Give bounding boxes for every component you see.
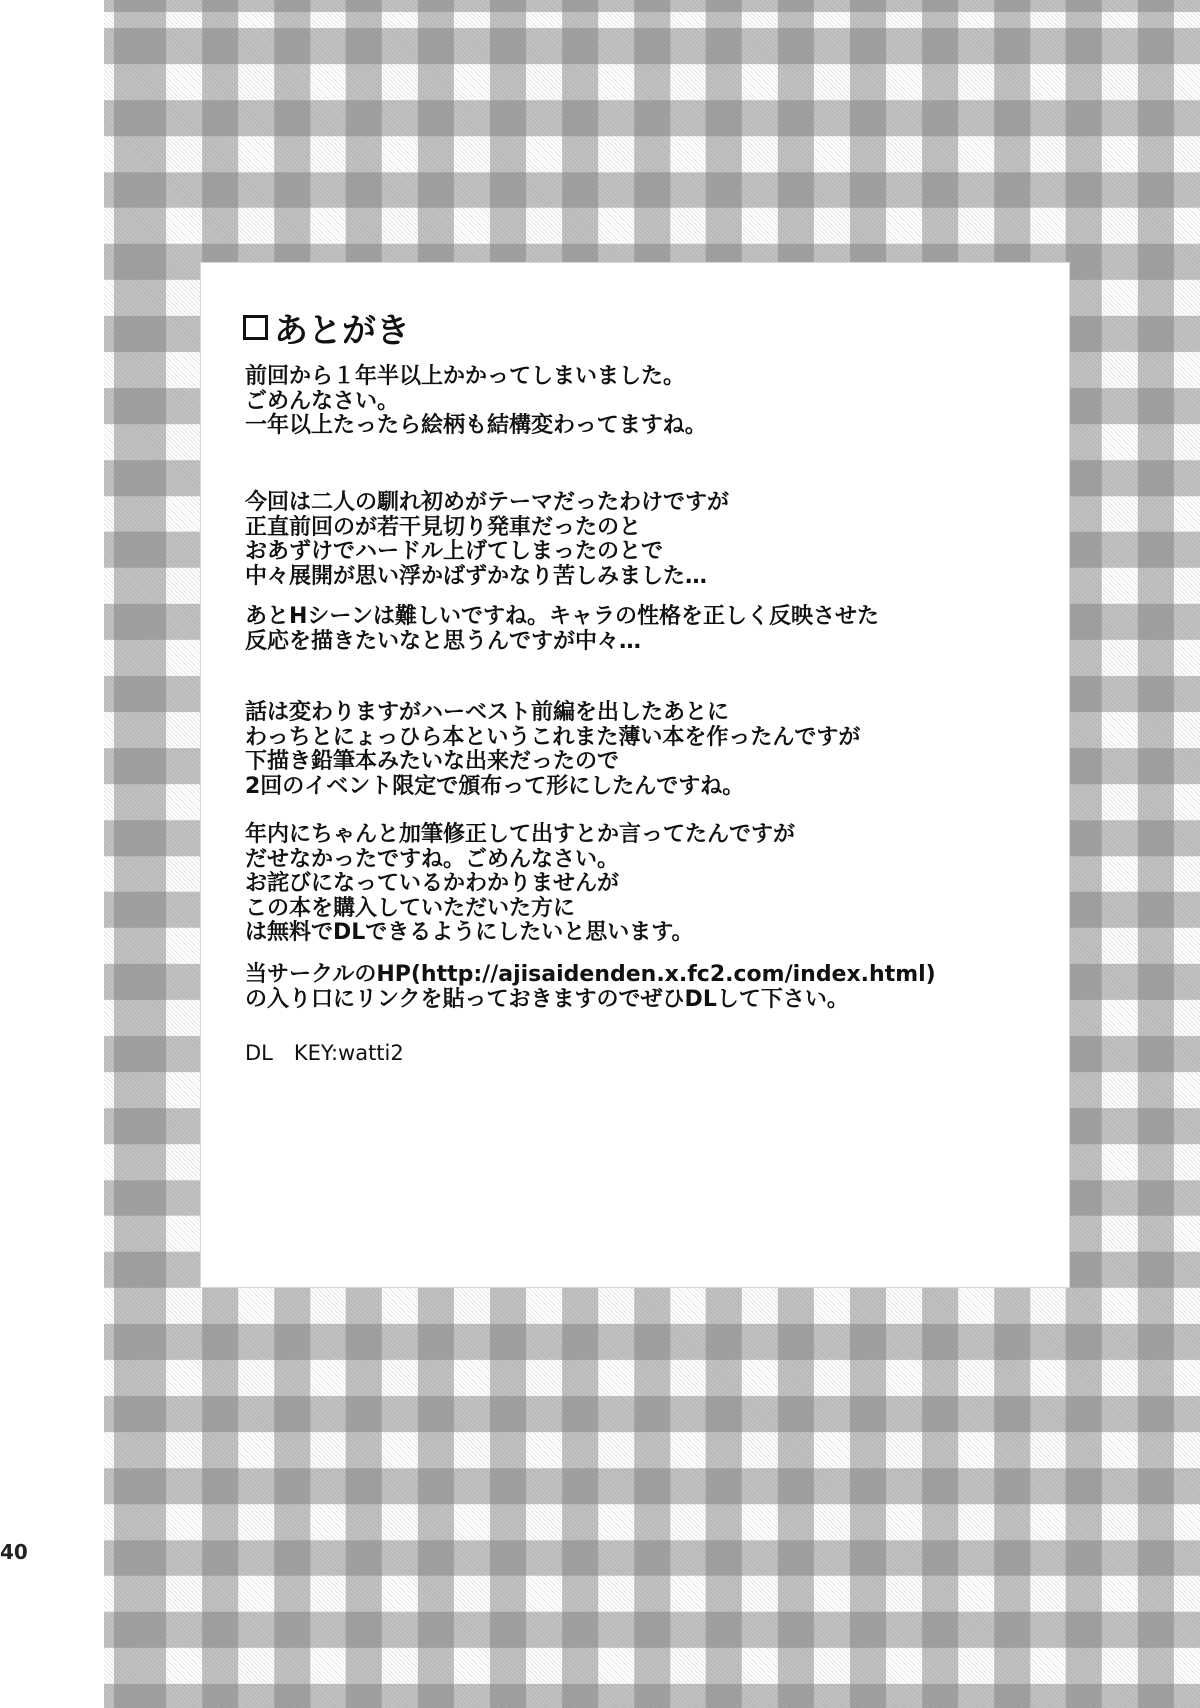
paragraph-apology: 前回から１年半以上かかってしまいました。 ごめんなさい。 一年以上たったら絵柄も結構変わってますね。 [245,364,707,438]
paragraph-h-scenes: あとHシーンは難しいですね。キャラの性格を正しく反映させた 反応を描きたいなと思うんですが中々… [245,604,879,654]
paragraph-theme: 今回は二人の馴れ初めがテーマだったわけですが 正直前回のが若干見切り発車だったのと おあずけでハードル上げてしまったのとで 中々展開が思い浮かばずかなり苦しみました… [245,490,730,589]
afterword-heading [243,303,410,352]
page-number: 40 [0,1540,28,1564]
heading-text: あとがき [274,311,410,351]
paragraph-other-book: 話は変わりますがハーベスト前編を出したあとに わっちとにょっひら本というこれまた薄い本を作ったんですが 下描き鉛筆本みたいな出来だったので 2回のイベント限定で頒布って形にしたんですね。 [245,700,861,799]
square-bullet-icon [243,315,268,340]
paragraph-homepage: 当サークルのHP(http://ajisaidenden.x.fc2.com/index.html) の入り口にリンクを貼っておきますのでぜひDLして下さい。 [245,962,936,1012]
paragraph-download-offer: 年内にちゃんと加筆修正して出すとか言ってたんですが だせなかったですね。ごめんなさい。 お詫びになっているかわかりませんが この本を購入していただいた方に は無料でDLできるようにしたいと思います。 [245,822,796,945]
download-key: DL KEY:watti2 [245,1041,404,1065]
afterword-panel [200,262,1070,1288]
page-margin [0,0,104,1708]
